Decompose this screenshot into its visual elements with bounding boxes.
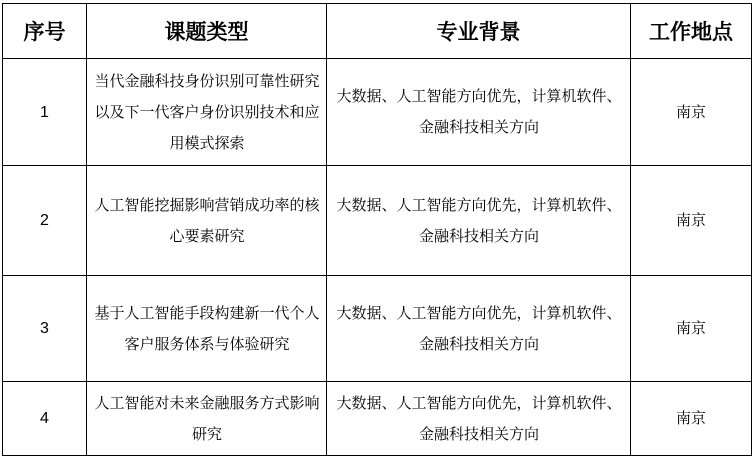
research-topics-table — [2, 3, 752, 456]
table-row — [3, 166, 752, 276]
major-cell — [327, 382, 631, 456]
table-row — [3, 276, 752, 382]
table-header-row — [3, 4, 752, 59]
topic-text: 当代金融科技身份识别可靠性研究以及下一代客户身份识别技术和应用模式探索 — [94, 71, 320, 152]
header-location: 工作地点 — [631, 4, 752, 59]
major-cell — [327, 59, 631, 166]
table-row — [3, 59, 752, 166]
major-text: 大数据、人工智能方向优先，计算机软件、金融科技相关方向 — [336, 303, 622, 353]
major-text: 大数据、人工智能方向优先，计算机软件、金融科技相关方向 — [336, 87, 622, 136]
location-cell: 南京 — [631, 59, 752, 166]
location-cell: 南京 — [631, 382, 752, 456]
major-text: 大数据、人工智能方向优先，计算机软件、金融科技相关方向 — [336, 195, 622, 245]
topic-text: 基于人工智能手段构建新一代个人客户服务体系与体验研究 — [94, 303, 320, 353]
table-row — [3, 382, 752, 456]
row-number: 1 — [3, 59, 87, 166]
topic-cell — [87, 166, 327, 276]
row-number: 3 — [3, 276, 87, 382]
location-cell: 南京 — [631, 276, 752, 382]
row-number: 4 — [3, 382, 87, 456]
major-cell — [327, 166, 631, 276]
header-no: 序号 — [3, 4, 87, 59]
topic-cell — [87, 59, 327, 166]
topic-text: 人工智能挖掘影响营销成功率的核心要素研究 — [94, 195, 320, 245]
major-text: 大数据、人工智能方向优先，计算机软件、金融科技相关方向 — [336, 393, 622, 443]
header-topic: 课题类型 — [87, 4, 327, 59]
topic-text: 人工智能对未来金融服务方式影响研究 — [94, 393, 320, 443]
location-cell: 南京 — [631, 166, 752, 276]
major-cell — [327, 276, 631, 382]
topic-cell — [87, 382, 327, 456]
row-number: 2 — [3, 166, 87, 276]
header-major: 专业背景 — [327, 4, 631, 59]
topic-cell — [87, 276, 327, 382]
